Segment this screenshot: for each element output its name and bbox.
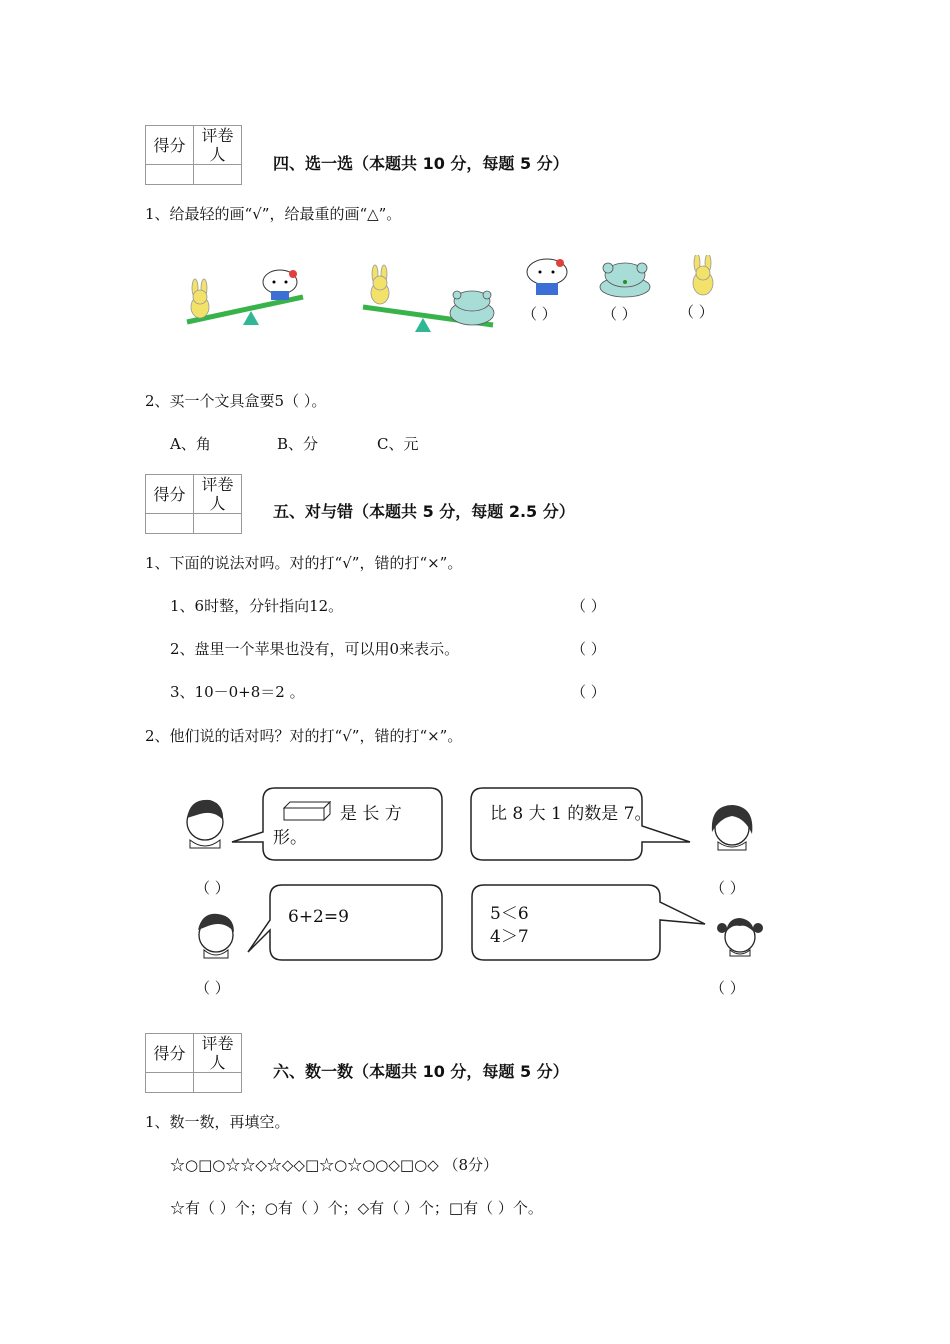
score-label: 得分 — [146, 126, 194, 165]
s4-question-2: 2、买一个文具盒要5（ ）。 — [145, 392, 327, 410]
seesaw-1 — [187, 270, 303, 325]
rabbit-icon — [191, 279, 209, 318]
s5-question-2: 2、他们说的话对吗？对的打“√”，错的打“×”。 — [145, 727, 463, 745]
score-table — [145, 1033, 242, 1093]
answer-blank[interactable]: （ ） — [571, 640, 606, 658]
section5-title: 五、对与错（本题共 5 分，每题 2.5 分） — [273, 502, 575, 521]
section4-title: 四、选一选（本题共 10 分，每题 5 分） — [273, 154, 569, 173]
tf-item: 3、10－0+8＝2 。 — [170, 683, 305, 701]
score-label: 得分 — [146, 1034, 194, 1073]
tf-item: 1、6时整，分针指向12。 — [170, 597, 344, 615]
s5-question-1: 1、下面的说法对吗。对的打“√”，错的打“×”。 — [145, 554, 463, 572]
answer-blank[interactable]: （ ） — [195, 979, 230, 997]
bubble-1-text-line1: 是 长 方 — [340, 804, 402, 824]
grader-label: 评卷人 — [194, 1034, 242, 1073]
grader-cell[interactable] — [194, 1073, 242, 1093]
rabbit-icon — [693, 255, 713, 295]
hello-kitty-icon — [527, 259, 567, 295]
answer-blank[interactable]: （ ） — [195, 879, 230, 897]
answer-blank[interactable]: （ ） — [710, 879, 745, 897]
grader-label: 评卷人 — [194, 475, 242, 514]
score-label: 得分 — [146, 475, 194, 514]
girl-avatar-icon — [712, 805, 753, 850]
s4-question-1: 1、给最轻的画“√”，给最重的画“△”。 — [145, 205, 402, 223]
bubble-3-text: 6+2=9 — [288, 907, 349, 927]
grader-label: 评卷人 — [194, 126, 242, 165]
option-c[interactable]: C、元 — [377, 435, 419, 453]
boy-avatar-icon — [187, 800, 223, 848]
speech-bubbles-illustration — [180, 780, 780, 970]
grader-cell[interactable] — [194, 514, 242, 534]
answer-blank[interactable]: （ ） — [602, 305, 637, 323]
seesaw-illustration — [175, 255, 745, 340]
fill-in-counts[interactable]: ☆有（ ）个；○有（ ）个；◇有（ ）个；□有（ ）个。 — [170, 1199, 543, 1217]
shape-sequence: ☆○□○☆☆◇☆◇◇□☆○☆○○◇□○◇ （8分） — [170, 1156, 499, 1174]
seesaw-2 — [363, 265, 494, 332]
section6-title: 六、数一数（本题共 10 分，每题 5 分） — [273, 1062, 569, 1081]
girl-avatar-icon — [198, 914, 234, 958]
s6-question-1: 1、数一数，再填空。 — [145, 1113, 290, 1131]
score-table — [145, 125, 242, 185]
bubble-1-text-line2: 形。 — [273, 828, 307, 848]
score-table — [145, 474, 242, 534]
bear-icon — [600, 263, 650, 297]
answer-blank[interactable]: （ ） — [571, 683, 606, 701]
answer-blank[interactable]: （ ） — [522, 305, 557, 323]
rabbit-icon — [371, 265, 389, 304]
score-cell[interactable] — [146, 165, 194, 185]
score-cell[interactable] — [146, 1073, 194, 1093]
hello-kitty-icon — [263, 270, 297, 300]
girl-pigtails-avatar-icon — [717, 918, 763, 956]
bubble-4-text-line1: 5＜6 — [490, 904, 529, 924]
box-shape-icon — [284, 802, 330, 820]
answer-blank[interactable]: （ ） — [679, 303, 714, 321]
answer-blank[interactable]: （ ） — [710, 979, 745, 997]
grader-cell[interactable] — [194, 165, 242, 185]
option-b[interactable]: B、分 — [277, 435, 319, 453]
option-a[interactable]: A、角 — [170, 435, 211, 453]
bear-icon — [450, 291, 494, 325]
speech-bubble-1 — [232, 788, 442, 860]
bubble-2-text: 比 8 大 1 的数是 7。 — [490, 804, 652, 824]
answer-blank[interactable]: （ ） — [571, 597, 606, 615]
tf-item: 2、盘里一个苹果也没有，可以用0来表示。 — [170, 640, 460, 658]
bubble-4-text-line2: 4＞7 — [490, 927, 529, 947]
score-cell[interactable] — [146, 514, 194, 534]
